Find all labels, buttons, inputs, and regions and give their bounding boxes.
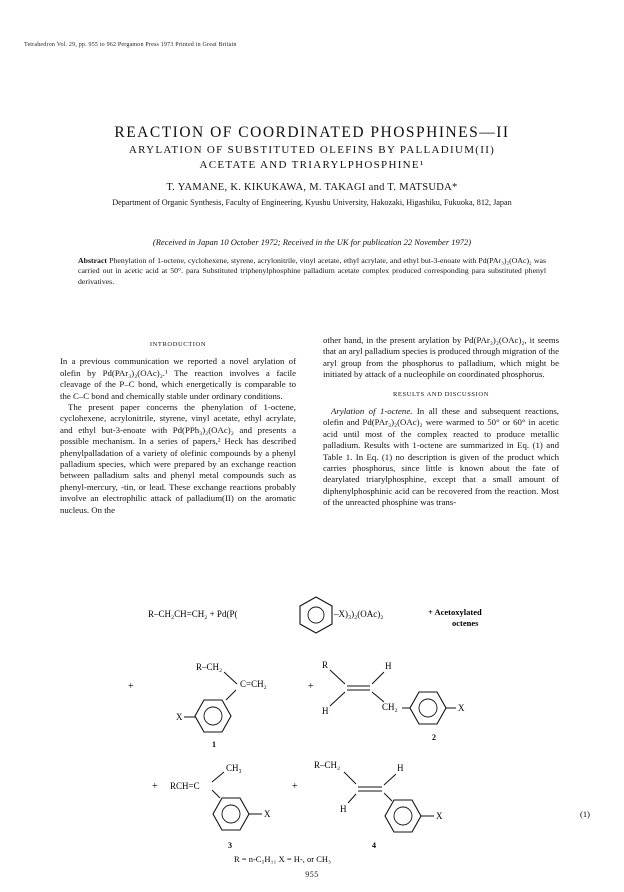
benzene-ring-1 (195, 700, 231, 732)
plus-2: + (308, 681, 314, 692)
running-head: Tetrahedron Vol. 29, pp. 955 to 962 Pergamon Press 1973 Printed in Great Britain (24, 42, 237, 48)
scheme-footnote: R = n-C₅H₁₁ X = H-, or CH₃ (234, 854, 331, 864)
struct-2-h1: H (322, 706, 329, 716)
compound-label-2: 2 (432, 733, 436, 742)
page-number: 955 (305, 870, 319, 879)
struct-2-bond-d (372, 692, 384, 702)
right-column (323, 335, 559, 509)
equation-number: (1) (580, 809, 590, 819)
struct-4-bond-b (348, 794, 356, 803)
title-line-2: ARYLATION OF SUBSTITUTED OLEFINS BY PALLADIUM(II) (128, 144, 496, 156)
benzene-ring-reagent (300, 597, 332, 633)
product-note-1: + Acetoxylated (428, 607, 482, 617)
struct-2-bond-b (330, 692, 345, 706)
plus-1: + (128, 681, 134, 692)
section-heading-results: RESULTS AND DISCUSSION (392, 390, 490, 398)
benzene-ring-1-inner (204, 707, 222, 725)
struct-2-ch2: CH₂ (382, 702, 398, 712)
plus-3: + (152, 781, 158, 792)
benzene-ring-2 (410, 692, 446, 724)
struct-2-r: R (322, 660, 329, 670)
struct-1-r: R–CH₂ (196, 662, 223, 672)
benzene-ring-4 (385, 800, 421, 832)
reaction-scheme (0, 596, 624, 866)
struct-4-h1: H (340, 804, 347, 814)
right-paragraph-1: other hand, in the present arylation by Pd(PAr₃)₂(OAc)₂, it seems that an aryl palladium species is produced through migration of the aryl group from the phosphorus to palladium, which might be initiated by attack of a nucleophile on coordinated phosphorus. (323, 335, 559, 380)
left-column (60, 335, 296, 516)
struct-3-bond-a (212, 772, 224, 782)
authors: T. YAMANE, K. KIKUKAWA, M. TAKAGI and T. MATSUDA* (166, 182, 458, 193)
struct-3-x: X (264, 809, 271, 819)
benzene-ring-2-inner (419, 699, 437, 717)
struct-4-bond-c (384, 774, 396, 785)
plus-4: + (292, 781, 298, 792)
intro-paragraph-2: The present paper concerns the phenylation of 1-octene, cyclohexene, acrylonitrile, styrene, vinyl acetate, ethyl acrylate, and ethyl but-3-enoate with Pd(PPh₃)₂(OAc)₂ and presents a possible mechanism. In a series of papers,² Heck has described phenylpalladation of a variety of olefinic compounds by a phenyl palladium species, which were prepared by an exchange reaction between palladium salts and phenyl metal compounds such as phenyl-mercury, -tin, or lead. These exchange reactions probably involve an electrophilic attack of palladium(II) on the aromatic nucleus. On the (60, 402, 296, 515)
struct-4-x: X (436, 811, 443, 821)
received-dates: (Received in Japan 10 October 1972; Received in the UK for publication 22 November 1972) (152, 237, 472, 247)
abstract-text: Phenylation of 1-octene, cyclohexene, styrene, acrylonitrile, vinyl acetate, ethyl acrylate, and ethyl but-3-enoate with Pd(PAr₃)₂(OAc)₂ was carried out in acetic acid at 50°. para Substituted triphenylphosphine palladium acetate complex produced corresponding para substituted phenyl derivatives. (78, 256, 546, 286)
struct-3-rch: RCH=C (170, 781, 200, 791)
abstract-label: Abstract (78, 256, 108, 265)
reaction-right-text: –X)₃)₂(OAc)₂ (334, 609, 384, 619)
title-line-1: REACTION OF COORDINATED PHOSPHINES—II (114, 124, 510, 141)
affiliation: Department of Organic Synthesis, Faculty of Engineering, Kyushu University, Hakozaki, Higashiku, Fukuoka, 812, Japan (112, 198, 512, 207)
struct-2-x: X (458, 703, 465, 713)
struct-2-bond-c (372, 672, 384, 684)
struct-4-bond-d (384, 793, 392, 801)
benzene-ring-3 (213, 798, 249, 830)
benzene-ring-4-inner (394, 807, 412, 825)
reaction-left-text: R–CH₂CH=CH₂ + Pd(P( (148, 609, 238, 619)
struct-1-bond-2 (226, 690, 236, 700)
benzene-ring-3-inner (222, 805, 240, 823)
struct-1-x: X (176, 712, 183, 722)
intro-paragraph-1: In a previous communication we reported a novel arylation of olefin by Pd(PAr₃)₂(OAc)₂.¹ The reaction involves a facile cleavage of the P–C bond, which energetically is comparable to the C–C bond and chemically stable under ordinary conditions. (60, 356, 296, 401)
struct-4-r: R–CH₂ (314, 760, 341, 770)
section-heading-introduction: INTRODUCTION (149, 341, 207, 348)
title-line-3: ACETATE AND TRIARYLPHOSPHINE¹ (199, 159, 425, 171)
struct-4-h2: H (397, 763, 404, 773)
struct-2-bond-a (330, 670, 345, 684)
benzene-ring-reagent-inner (308, 607, 324, 623)
compound-label-1: 1 (212, 740, 216, 749)
results-paragraph-1 (323, 406, 559, 509)
struct-1-bond (224, 672, 237, 684)
struct-3-ch3: CH₃ (226, 763, 242, 773)
struct-4-bond-a (344, 772, 356, 784)
product-note-2: octenes (452, 618, 479, 628)
struct-3-bond-b (212, 790, 220, 798)
results-lead: Arylation of 1-octene. (331, 406, 413, 417)
compound-label-4: 4 (372, 841, 376, 850)
compound-label-3: 3 (228, 841, 232, 850)
struct-1-c: C=CH₂ (240, 679, 267, 689)
abstract (78, 256, 546, 287)
results-text: In all these and subsequent reactions, olefin and Pd(PAr₃)₂(OAc)₂ were warmed to 50° or 60° in acetic acid until most of the complex reacted to produce metallic palladium. Results with 1-octene are summarized in Eq. (1) and Table 1. In Eq. (1) no description is given of the product which carries phosphorus, since little is known about the fate of dearylated triarylphosphine, except that a small amount of diphenylphosphinic acid can be recovered from the reaction. Most of the unreacted phosphine was trans- (323, 406, 560, 508)
struct-2-h2: H (385, 661, 392, 671)
